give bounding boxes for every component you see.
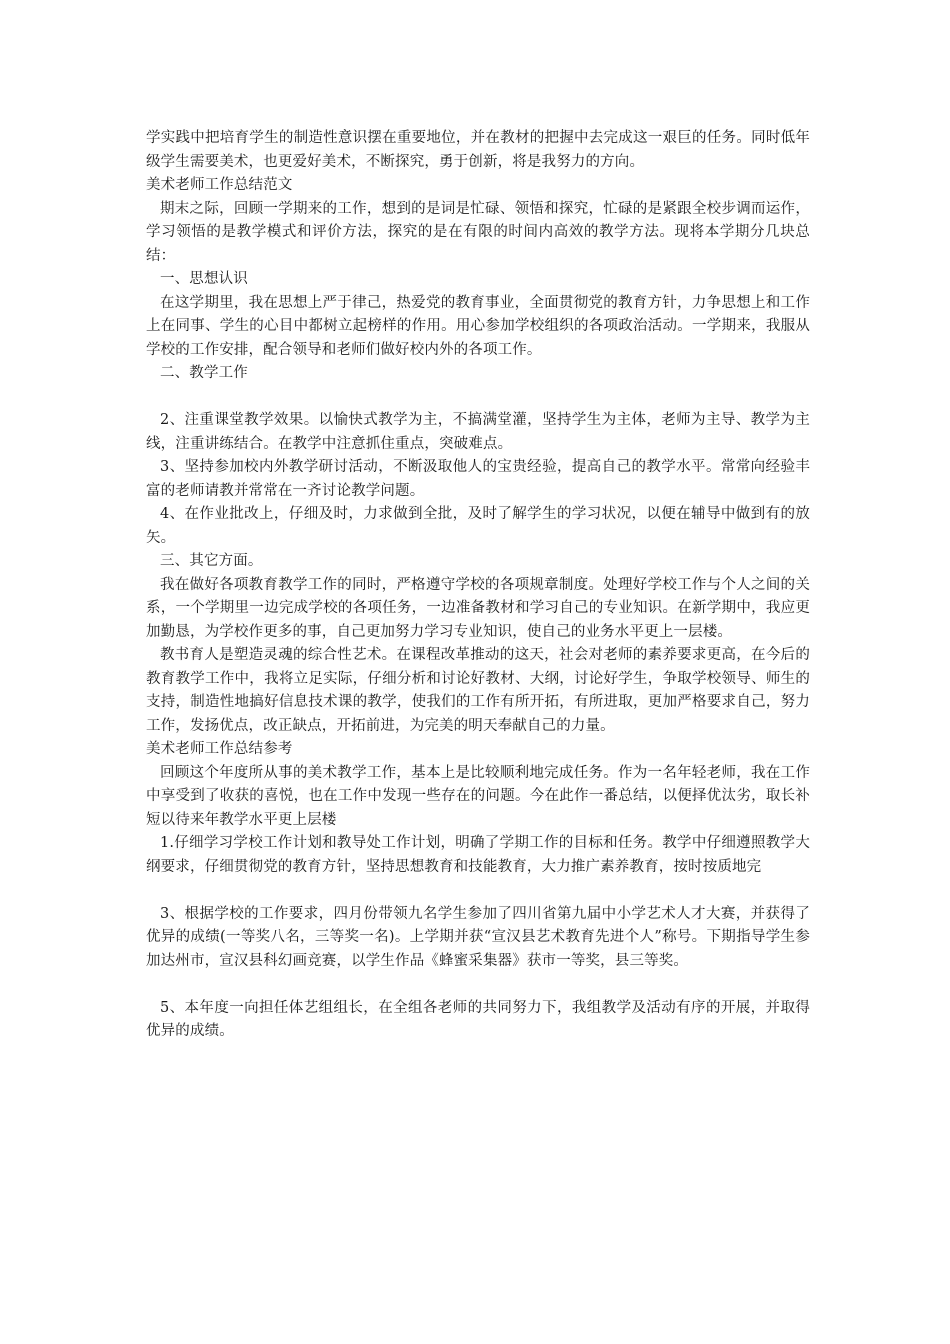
body-paragraph: 1.仔细学习学校工作计划和教导处工作计划，明确了学期工作的目标和任务。教学中仔细遵照教学大纲要求，仔细贯彻党的教育方针，坚持思想教育和技能教育，大力推广素养教育，按时按质地完	[146, 835, 810, 875]
body-paragraph: 2、注重课堂教学效果。以愉快式教学为主，不搞满堂灌，坚持学生为主体，老师为主导、教学为主线，注重讲练结合。在教学中注意抓住重点，突破难点。	[146, 412, 810, 452]
body-paragraph: 4、在作业批改上，仔细及时，力求做到全批，及时了解学生的学习状况，以便在辅导中做到有的放矢。	[146, 506, 810, 546]
subsection-heading: 二、教学工作	[160, 365, 248, 381]
body-paragraph: 教书育人是塑造灵魂的综合性艺术。在课程改革推动的这天，社会对老师的素养要求更高，在今后的教育教学工作中，我将立足实际，仔细分析和讨论好教材、大纲，讨论好学生，争取学校领导、师生的支持，制造性地搞好信息技术课的教学，使我们的工作有所开拓，有所进取，更加严格要求自己，努力工作，发扬优点，改正缺点，开拓前进，为完美的明天奉献自己的力量。	[146, 647, 810, 734]
blank-line	[146, 386, 810, 410]
section-title: 美术老师工作总结范文	[146, 177, 293, 193]
document-page	[146, 127, 810, 1044]
section-title: 美术老师工作总结参考	[146, 741, 293, 757]
subsection-heading: 三、其它方面。	[160, 553, 263, 569]
blank-line	[146, 973, 810, 997]
body-paragraph: 3、根据学校的工作要求，四月份带领九名学生参加了四川省第九届中小学艺术人才大赛，并获得了优异的成绩(一等奖八名，三等奖一名)。上学期并获“宣汉县艺术教育先进个人”称号。下期指导学生参加达州市，宣汉县科幻画竞赛，以学生作品《蜂蜜采集器》获市一等奖，县三等奖。	[146, 905, 810, 969]
body-paragraph: 学实践中把培育学生的制造性意识摆在重要地位，并在教材的把握中去完成这一艰巨的任务。同时低年级学生需要美术，也更爱好美术，不断探究，勇于创新，将是我努力的方向。	[146, 130, 810, 170]
body-paragraph: 3、坚持参加校内外教学研讨活动，不断汲取他人的宝贵经验，提高自己的教学水平。常常向经验丰富的老师请教并常常在一齐讨论教学问题。	[146, 459, 810, 499]
blank-line	[146, 879, 810, 903]
body-paragraph: 我在做好各项教育教学工作的同时，严格遵守学校的各项规章制度。处理好学校工作与个人之间的关系，一个学期里一边完成学校的各项任务，一边准备教材和学习自己的专业知识。在新学期中，我应更加勤恳，为学校作更多的事，自己更加努力学习专业知识，使自己的业务水平更上一层楼。	[146, 576, 810, 640]
body-paragraph: 在这学期里，我在思想上严于律己，热爱党的教育事业，全面贯彻党的教育方针，力争思想上和工作上在同事、学生的心目中都树立起榜样的作用。用心参加学校组织的各项政治活动。一学期来，我服从学校的工作安排，配合领导和老师们做好校内外的各项工作。	[146, 294, 810, 358]
subsection-heading: 一、思想认识	[160, 271, 248, 287]
body-paragraph: 期末之际，回顾一学期来的工作，想到的是词是忙碌、领悟和探究，忙碌的是紧跟全校步调而运作，学习领悟的是教学模式和评价方法，探究的是在有限的时间内高效的教学方法。现将本学期分几块总结：	[146, 200, 810, 264]
body-paragraph: 回顾这个年度所从事的美术教学工作，基本上是比较顺利地完成任务。作为一名年轻老师，我在工作中享受到了收获的喜悦，也在工作中发现一些存在的问题。今在此作一番总结，以便择优汰劣，取长补短以待来年教学水平更上层楼	[146, 764, 810, 828]
body-paragraph: 5、本年度一向担任体艺组组长，在全组各老师的共同努力下，我组教学及活动有序的开展，并取得优异的成绩。	[146, 999, 810, 1039]
